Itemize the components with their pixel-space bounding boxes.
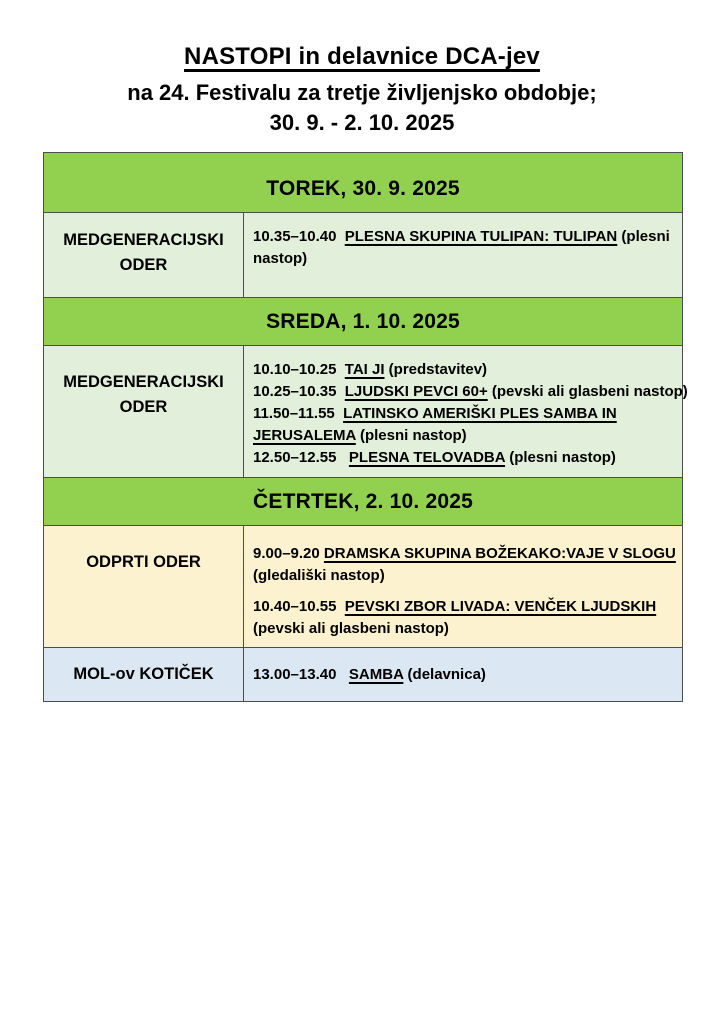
event-line <box>253 359 680 381</box>
event-time: 9.00–9.20 <box>253 545 324 562</box>
event-title: SAMBA <box>348 665 404 683</box>
event-line <box>253 447 680 469</box>
event-title: DRAMSKA SKUPINA BOŽEKAKO:VAJE V SLOGU <box>323 545 676 562</box>
venue-cell: MEDGENERACIJSKI ODER <box>44 346 244 478</box>
event-note: (gledališki nastop) <box>253 567 385 584</box>
event-title: TAI JI <box>344 361 385 378</box>
event-line <box>253 226 680 248</box>
event-line <box>253 381 688 403</box>
day-header-torek: TOREK, 30. 9. 2025 <box>44 153 683 213</box>
event-note: (pevski ali glasbeni nastop) <box>487 383 688 400</box>
schedule-row-sreda-medgeneracijski <box>44 346 683 478</box>
day-header-row-sreda <box>44 298 683 346</box>
day-header-row-torek <box>44 153 683 213</box>
event-line <box>253 543 680 565</box>
event-time: 10.25–10.35 <box>253 383 345 400</box>
events-cell <box>244 526 683 648</box>
event-note: nastop) <box>253 250 308 267</box>
event-title: PLESNA TELOVADBA <box>348 449 506 466</box>
event-note: (plesni nastop) <box>505 449 616 466</box>
venue-cell: MEDGENERACIJSKI ODER <box>44 213 244 298</box>
event-line <box>253 664 680 686</box>
events-cell <box>244 648 683 702</box>
schedule-row-torek-medgeneracijski <box>44 213 683 298</box>
event-time: 10.35–10.40 <box>253 228 345 245</box>
schedule-table <box>43 152 688 702</box>
event-time: 10.10–10.25 <box>253 361 345 378</box>
event-note: (predstavitev) <box>384 361 488 378</box>
page-title-text: NASTOPI in delavnice DCA-jev <box>184 43 540 70</box>
event-note: (delavnica) <box>403 665 486 683</box>
day-header-sreda: SREDA, 1. 10. 2025 <box>44 298 683 346</box>
event-line <box>253 248 680 270</box>
event-note: (plesni <box>617 228 670 245</box>
event-title: PLESNA SKUPINA TULIPAN: TULIPAN <box>344 228 618 245</box>
venue-cell: MOL-ov KOTIČEK <box>44 648 244 702</box>
event-time: 11.50–11.55 <box>253 405 344 422</box>
day-header-row-cetrtek <box>44 478 683 526</box>
page-subtitle: na 24. Festivalu za tretje življenjsko obdobje; <box>127 80 597 105</box>
event-title: JERUSALEMA <box>253 427 356 444</box>
page-title <box>0 40 724 74</box>
event-line <box>253 403 680 425</box>
event-title: LATINSKO AMERIŠKI PLES SAMBA IN <box>343 405 617 422</box>
event-time: 13.00–13.40 <box>253 665 349 683</box>
schedule-row-cetrtek-odprti-oder <box>44 526 683 648</box>
event-line <box>253 565 680 587</box>
day-header-cetrtek: ČETRTEK, 2. 10. 2025 <box>44 478 683 526</box>
page-date-range: 30. 9. - 2. 10. 2025 <box>269 110 455 135</box>
event-note: (pevski ali glasbeni nastop) <box>253 620 449 637</box>
event-line <box>253 596 680 618</box>
event-line <box>253 425 680 447</box>
events-cell <box>244 213 683 298</box>
events-cell <box>244 346 688 478</box>
event-title: PEVSKI ZBOR LIVADA: VENČEK LJUDSKIH <box>344 598 657 615</box>
event-time: 10.40–10.55 <box>253 598 345 615</box>
event-time: 12.50–12.55 <box>253 449 349 466</box>
schedule-row-cetrtek-mol-koticek <box>44 648 683 702</box>
document-header <box>0 0 724 138</box>
event-title: LJUDSKI PEVCI 60+ <box>344 383 488 400</box>
venue-cell: ODPRTI ODER <box>44 526 244 648</box>
event-line <box>253 618 680 640</box>
event-note: (plesni nastop) <box>355 427 467 444</box>
